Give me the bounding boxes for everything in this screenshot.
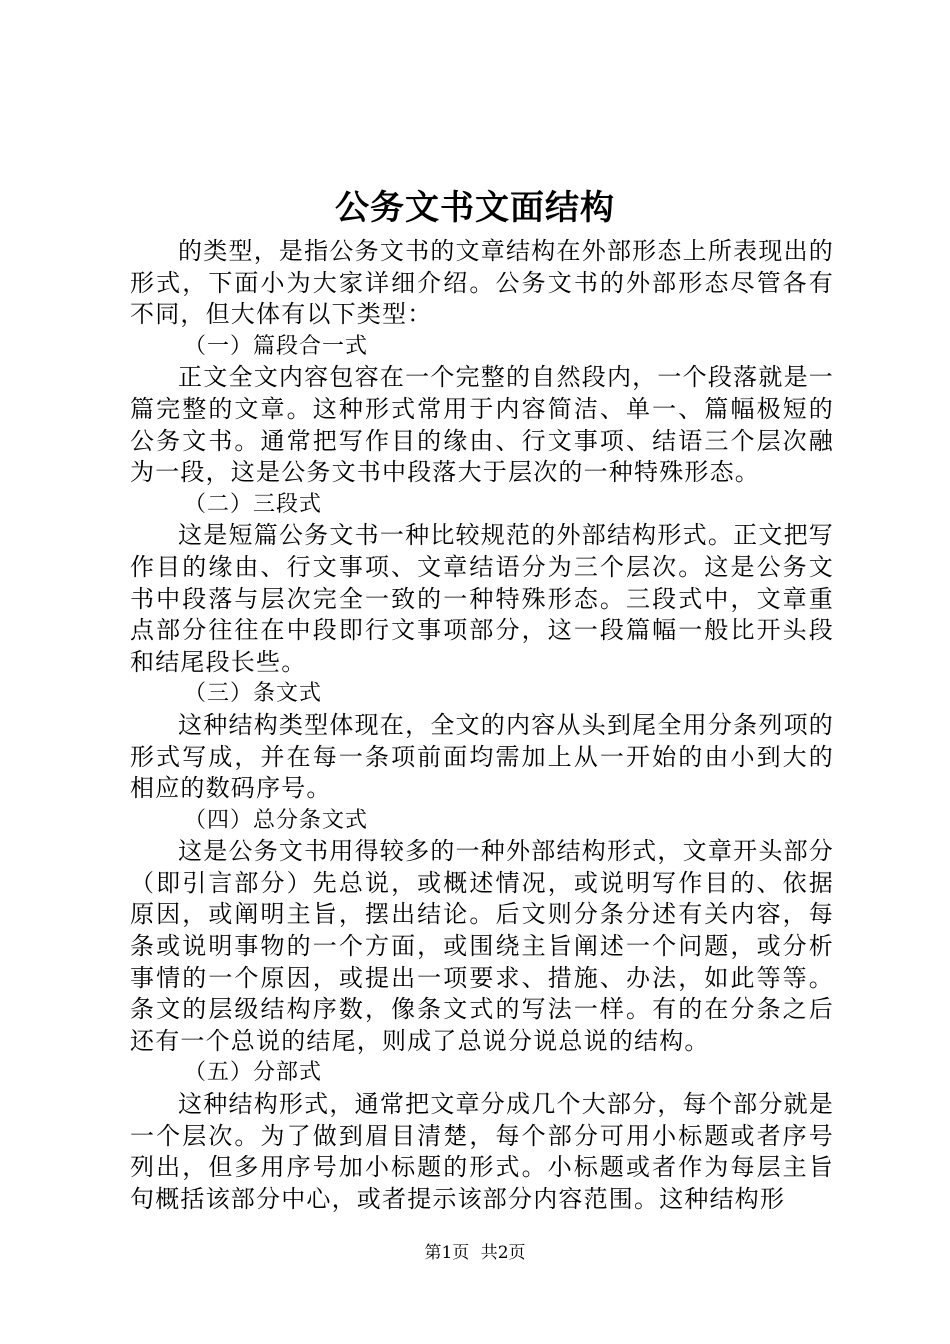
section-heading-1: （一）篇段合一式	[184, 333, 369, 359]
section-heading-3: （三）条文式	[184, 681, 323, 707]
page-footer	[0, 1241, 950, 1265]
section-heading-2: （二）三段式	[184, 491, 323, 517]
section-paragraph-5: 这种结构形式，通常把文章分成几个大部分，每个部分就是一个层次。为了做到眉目清楚，每个部分可用小标题或者序号列出，但多用序号加小标题的形式。小标题或者作为每层主旨句概括该部分中心，或者提示该部分内容范围。这种结构形	[130, 1090, 834, 1213]
document-body	[130, 236, 834, 1215]
section-heading-5: （五）分部式	[184, 1060, 323, 1086]
section-paragraph-4: 这是公务文书用得较多的一种外部结构形式，文章开头部分（即引言部分）先总说，或概述情况，或说明写作目的、依据原因，或阐明主旨，摆出结论。后文则分条分述有关内容，每条或说明事物的一个方面，或围绕主旨阐述一个问题，或分析事情的一个原因，或提出一项要求、措施、办法，如此等等。条文的层级结构序数，像条文式的写法一样。有的在分条之后还有一个总说的结尾，则成了总说分说总说的结构。	[130, 837, 834, 1055]
intro-paragraph: 的类型，是指公务文书的文章结构在外部形态上所表现出的形式，下面小为大家详细介绍。公务文书的外部形态尽管各有不同，但大体有以下类型：	[130, 237, 834, 329]
section-paragraph-2: 这是短篇公务文书一种比较规范的外部结构形式。正文把写作目的缘由、行文事项、文章结语分为三个层次。这是公务文书中段落与层次完全一致的一种特殊形态。三段式中，文章重点部分往往在中段即行文事项部分，这一段篇幅一般比开头段和结尾段长些。	[130, 521, 834, 676]
section-heading-4: （四）总分条文式	[184, 807, 369, 833]
section-paragraph-3: 这种结构类型体现在，全文的内容从头到尾全用分条列项的形式写成，并在每一条项前面均需加上从一开始的由小到大的相应的数码序号。	[130, 710, 834, 803]
section-paragraph-1: 正文全文内容包容在一个完整的自然段内，一个段落就是一篇完整的文章。这种形式常用于内容简洁、单一、篇幅极短的公务文书。通常把写作目的缘由、行文事项、结语三个层次融为一段，这是公务文书中段落大于层次的一种特殊形态。	[130, 363, 834, 487]
page-total: 共2页	[480, 1243, 526, 1263]
page-number: 第1页	[424, 1243, 470, 1263]
page-title: 公务文书文面结构	[335, 188, 615, 228]
